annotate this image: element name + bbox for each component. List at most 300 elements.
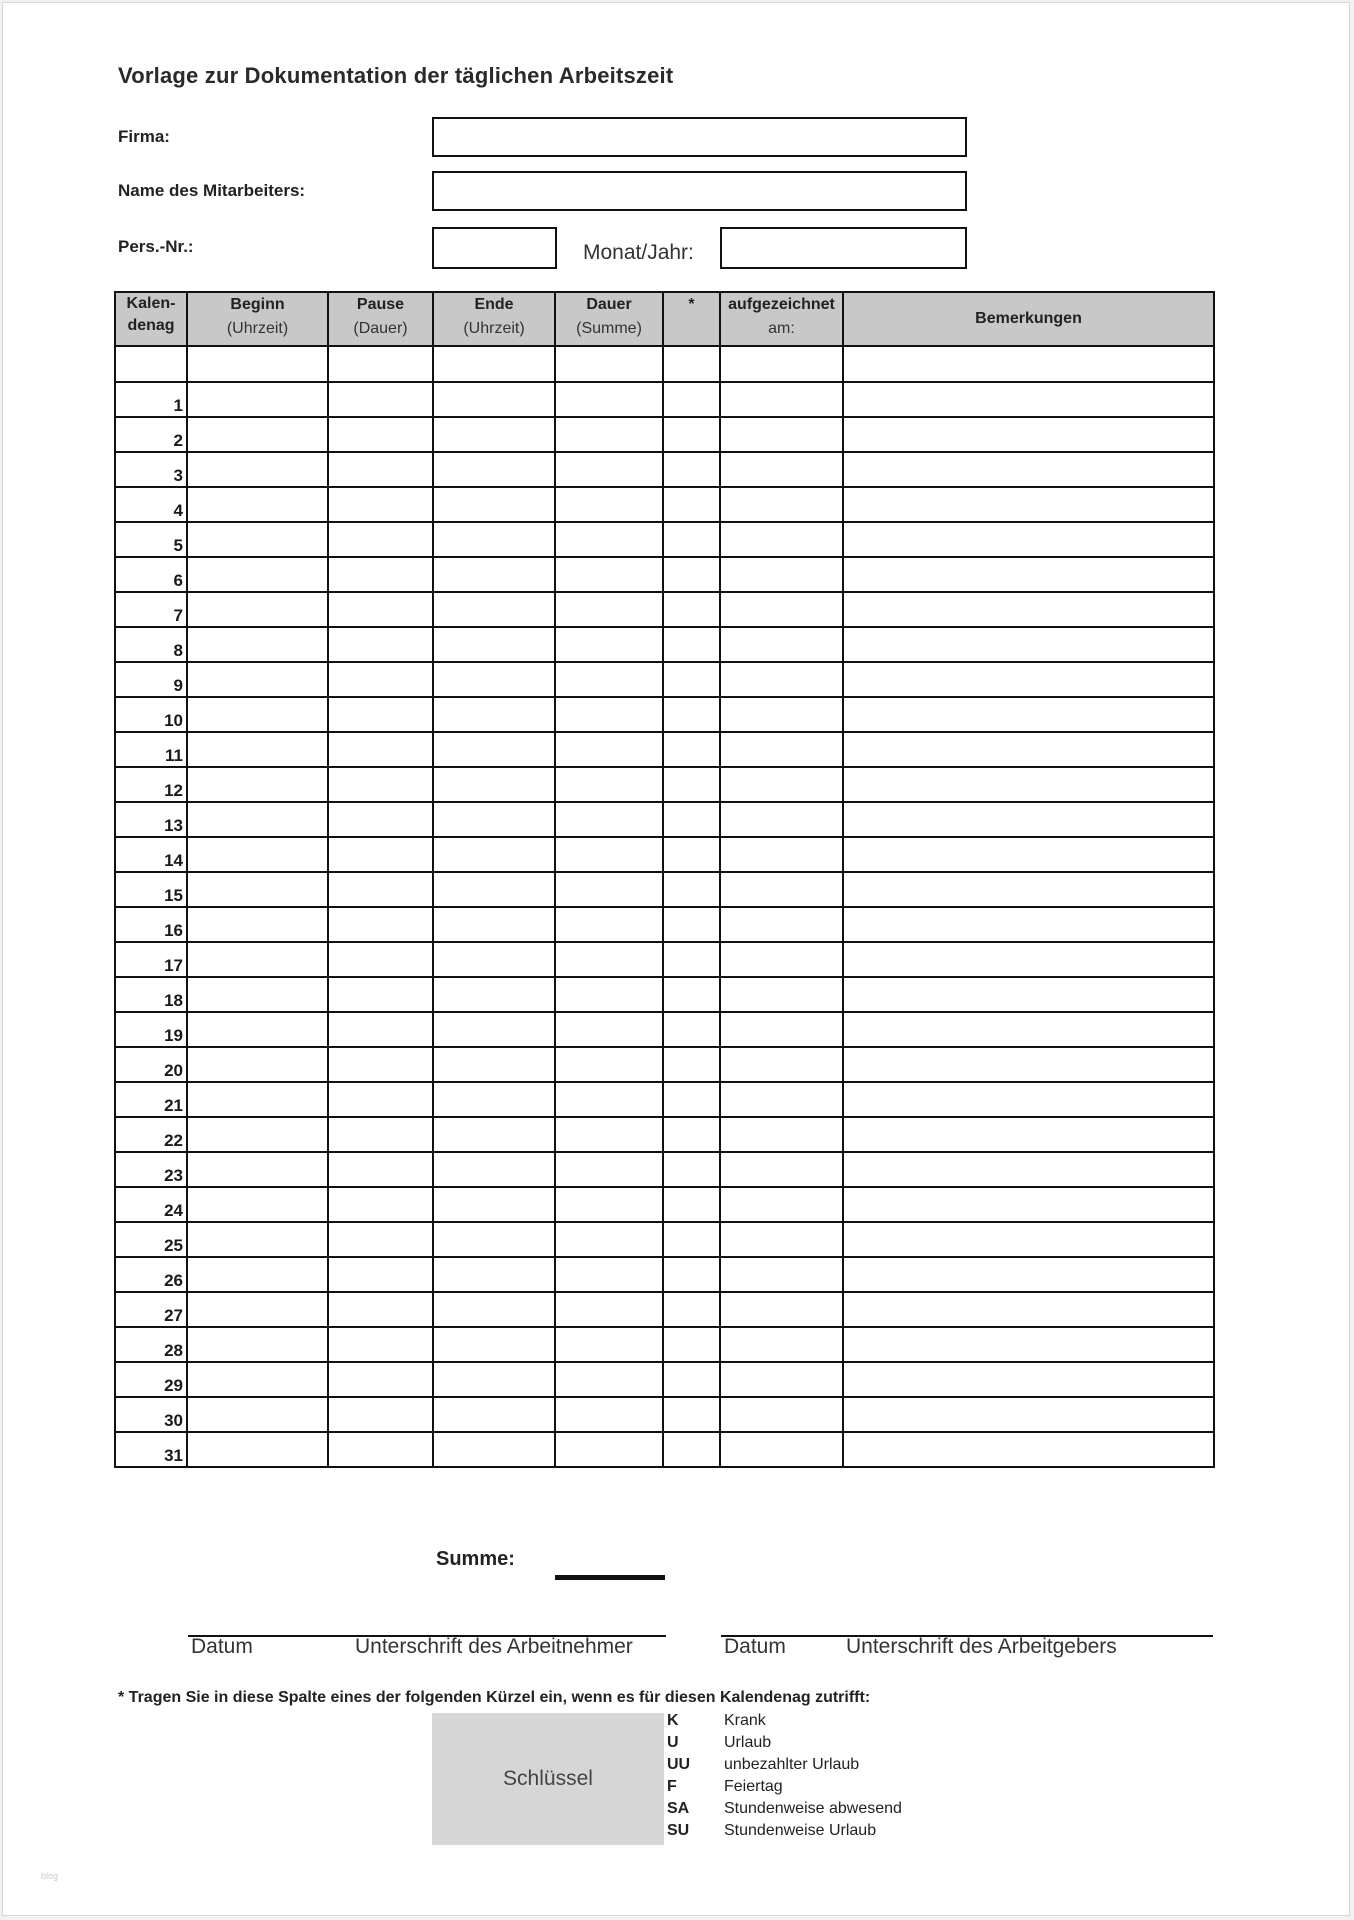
table-cell[interactable] — [555, 1432, 663, 1467]
table-cell[interactable] — [720, 522, 843, 557]
table-cell[interactable] — [433, 452, 555, 487]
table-cell[interactable] — [555, 697, 663, 732]
table-cell[interactable] — [187, 1012, 328, 1047]
table-cell[interactable] — [663, 697, 720, 732]
table-cell[interactable] — [433, 837, 555, 872]
column-header — [555, 292, 663, 346]
table-cell[interactable] — [433, 1222, 555, 1257]
table-cell[interactable] — [328, 487, 433, 522]
table-cell[interactable] — [663, 487, 720, 522]
table-row — [115, 1327, 1214, 1362]
key-box — [432, 1713, 664, 1845]
table-cell[interactable] — [433, 382, 555, 417]
table-cell[interactable] — [663, 1012, 720, 1047]
table-cell[interactable] — [720, 1117, 843, 1152]
table-cell[interactable] — [433, 907, 555, 942]
table-cell[interactable] — [187, 697, 328, 732]
table-row — [115, 522, 1214, 557]
day-number: 7 — [115, 592, 187, 627]
table-cell[interactable] — [843, 487, 1214, 522]
table-cell[interactable] — [433, 662, 555, 697]
day-number: 25 — [115, 1222, 187, 1257]
table-row — [115, 1257, 1214, 1292]
table-cell[interactable] — [328, 452, 433, 487]
table-cell[interactable] — [328, 1257, 433, 1292]
table-cell[interactable] — [328, 417, 433, 452]
table-row — [115, 557, 1214, 592]
key-code: SA — [667, 1800, 690, 1817]
table-cell[interactable] — [663, 452, 720, 487]
table-cell[interactable] — [663, 732, 720, 767]
table-cell[interactable] — [663, 627, 720, 662]
day-number: 6 — [115, 557, 187, 592]
day-number: 2 — [115, 417, 187, 452]
table-cell[interactable] — [328, 732, 433, 767]
table-cell[interactable] — [663, 1082, 720, 1117]
page-title: Vorlage zur Dokumentation der täglichen Arbeitszeit — [118, 63, 674, 88]
table-cell[interactable] — [187, 382, 328, 417]
employee-signature-label: Unterschrift des Arbeitnehmer — [355, 1635, 633, 1658]
table-cell[interactable] — [663, 1397, 720, 1432]
day-number: 30 — [115, 1397, 187, 1432]
table-cell[interactable] — [328, 802, 433, 837]
table-cell[interactable] — [843, 1327, 1214, 1362]
table-cell[interactable] — [555, 837, 663, 872]
table-cell[interactable] — [843, 382, 1214, 417]
table-cell[interactable] — [843, 837, 1214, 872]
table-cell[interactable] — [433, 802, 555, 837]
key-text: Feiertag — [724, 1778, 783, 1795]
table-cell[interactable] — [433, 1257, 555, 1292]
table-cell[interactable] — [433, 767, 555, 802]
table-cell[interactable] — [720, 1432, 843, 1467]
table-cell[interactable] — [555, 942, 663, 977]
table-cell[interactable] — [555, 1152, 663, 1187]
table-cell[interactable] — [187, 522, 328, 557]
day-number: 16 — [115, 907, 187, 942]
table-cell[interactable] — [187, 627, 328, 662]
table-row — [115, 1082, 1214, 1117]
table-cell[interactable] — [555, 592, 663, 627]
table-cell[interactable] — [843, 732, 1214, 767]
table-cell[interactable] — [843, 557, 1214, 592]
table-cell[interactable] — [187, 907, 328, 942]
table-cell[interactable] — [663, 1432, 720, 1467]
table-cell[interactable] — [720, 1327, 843, 1362]
table-cell[interactable] — [187, 557, 328, 592]
day-number: 18 — [115, 977, 187, 1012]
table-cell[interactable] — [663, 977, 720, 1012]
day-number: 3 — [115, 452, 187, 487]
table-cell[interactable] — [433, 977, 555, 1012]
table-cell[interactable] — [555, 907, 663, 942]
table-cell[interactable] — [433, 697, 555, 732]
key-text: unbezahlter Urlaub — [724, 1756, 860, 1773]
table-cell[interactable] — [187, 1187, 328, 1222]
table-cell[interactable] — [555, 452, 663, 487]
table-cell[interactable] — [328, 1187, 433, 1222]
table-row — [115, 487, 1214, 522]
table-row — [115, 1292, 1214, 1327]
table-cell[interactable] — [328, 1397, 433, 1432]
table-cell[interactable] — [328, 1362, 433, 1397]
table-cell[interactable] — [328, 1012, 433, 1047]
day-number: 11 — [115, 732, 187, 767]
table-cell[interactable] — [843, 1012, 1214, 1047]
table-cell[interactable] — [187, 872, 328, 907]
table-cell[interactable] — [720, 1082, 843, 1117]
table-cell[interactable] — [555, 522, 663, 557]
table-cell[interactable] — [843, 872, 1214, 907]
table-cell[interactable] — [720, 907, 843, 942]
table-cell[interactable] — [187, 1117, 328, 1152]
table-cell[interactable] — [187, 977, 328, 1012]
table-row — [115, 1047, 1214, 1082]
table-cell[interactable] — [555, 1117, 663, 1152]
key-item — [667, 1820, 902, 1842]
day-number: 15 — [115, 872, 187, 907]
table-cell[interactable] — [187, 837, 328, 872]
table-cell[interactable] — [555, 767, 663, 802]
column-header-label: Kalen- denag — [126, 295, 176, 334]
table-cell[interactable] — [555, 487, 663, 522]
table-cell[interactable] — [843, 452, 1214, 487]
table-cell[interactable] — [433, 872, 555, 907]
table-cell[interactable] — [555, 802, 663, 837]
day-number: 20 — [115, 1047, 187, 1082]
table-cell[interactable] — [720, 452, 843, 487]
day-number: 26 — [115, 1257, 187, 1292]
table-cell[interactable] — [555, 557, 663, 592]
table-cell[interactable] — [843, 1187, 1214, 1222]
table-cell[interactable] — [555, 417, 663, 452]
table-cell[interactable] — [555, 872, 663, 907]
table-cell[interactable] — [187, 662, 328, 697]
table-cell[interactable] — [328, 557, 433, 592]
day-number: 4 — [115, 487, 187, 522]
table-cell[interactable] — [187, 1222, 328, 1257]
table-cell[interactable] — [720, 557, 843, 592]
table-cell[interactable] — [555, 1047, 663, 1082]
table-cell[interactable] — [843, 417, 1214, 452]
table-cell[interactable] — [843, 1117, 1214, 1152]
month-year-field[interactable] — [720, 227, 967, 269]
employee-name-field[interactable] — [432, 171, 967, 211]
table-cell[interactable] — [187, 767, 328, 802]
table-cell[interactable] — [720, 942, 843, 977]
table-cell[interactable] — [663, 417, 720, 452]
table-cell[interactable] — [843, 1082, 1214, 1117]
table-cell[interactable] — [720, 1152, 843, 1187]
table-cell[interactable] — [433, 1187, 555, 1222]
table-cell[interactable] — [720, 627, 843, 662]
table-cell[interactable] — [663, 802, 720, 837]
table-cell[interactable] — [433, 732, 555, 767]
table-cell[interactable] — [433, 592, 555, 627]
personnel-number-label: Pers.-Nr.: — [118, 237, 194, 256]
table-cell[interactable] — [843, 977, 1214, 1012]
key-item — [667, 1732, 902, 1754]
table-cell[interactable] — [433, 1152, 555, 1187]
table-cell[interactable] — [843, 907, 1214, 942]
table-cell[interactable] — [555, 1362, 663, 1397]
table-cell[interactable] — [433, 1012, 555, 1047]
table-row — [115, 417, 1214, 452]
table-cell[interactable] — [843, 802, 1214, 837]
table-cell[interactable] — [433, 1292, 555, 1327]
employee-date-label: Datum — [191, 1635, 253, 1658]
table-cell[interactable] — [663, 1047, 720, 1082]
table-cell[interactable] — [843, 1432, 1214, 1467]
column-header — [328, 292, 433, 346]
table-cell[interactable] — [720, 1362, 843, 1397]
table-cell[interactable] — [555, 732, 663, 767]
table-cell[interactable] — [187, 1327, 328, 1362]
table-cell[interactable] — [433, 942, 555, 977]
table-cell[interactable] — [187, 1397, 328, 1432]
table-cell[interactable] — [328, 1082, 433, 1117]
table-cell[interactable] — [328, 592, 433, 627]
table-row — [115, 1222, 1214, 1257]
column-header — [720, 292, 843, 346]
table-cell[interactable] — [328, 942, 433, 977]
table-cell[interactable] — [663, 1222, 720, 1257]
table-cell[interactable] — [328, 1222, 433, 1257]
table-cell[interactable] — [663, 592, 720, 627]
table-row — [115, 942, 1214, 977]
table-cell[interactable] — [555, 1187, 663, 1222]
table-row — [115, 697, 1214, 732]
personnel-number-field[interactable] — [432, 227, 557, 269]
table-cell[interactable] — [843, 1397, 1214, 1432]
table-cell[interactable] — [663, 1117, 720, 1152]
key-item — [667, 1798, 902, 1820]
table-cell[interactable] — [187, 1257, 328, 1292]
firma-field[interactable] — [432, 117, 967, 157]
column-header-label: * — [688, 296, 695, 313]
key-code: U — [667, 1734, 679, 1751]
table-cell[interactable] — [555, 1082, 663, 1117]
day-number: 13 — [115, 802, 187, 837]
table-cell[interactable] — [555, 1327, 663, 1362]
table-cell[interactable] — [720, 767, 843, 802]
table-row — [115, 907, 1214, 942]
day-number: 21 — [115, 1082, 187, 1117]
table-cell[interactable] — [555, 977, 663, 1012]
table-cell[interactable] — [720, 872, 843, 907]
column-header-sublabel: (Summe) — [576, 320, 642, 337]
table-row — [115, 977, 1214, 1012]
day-number: 17 — [115, 942, 187, 977]
table-cell[interactable] — [555, 627, 663, 662]
table-cell[interactable] — [328, 1432, 433, 1467]
table-cell[interactable] — [187, 487, 328, 522]
table-cell[interactable] — [433, 487, 555, 522]
column-header-label: Dauer — [586, 296, 632, 313]
table-cell[interactable] — [720, 977, 843, 1012]
table-cell[interactable] — [843, 1047, 1214, 1082]
table-cell[interactable] — [328, 1292, 433, 1327]
table-cell[interactable] — [433, 1327, 555, 1362]
employer-signature-label: Unterschrift des Arbeitgebers — [846, 1635, 1117, 1658]
table-body — [115, 346, 1214, 1467]
table-cell[interactable] — [663, 767, 720, 802]
table-cell[interactable] — [328, 382, 433, 417]
table-cell[interactable] — [843, 942, 1214, 977]
table-cell[interactable] — [720, 592, 843, 627]
table-cell[interactable] — [328, 697, 433, 732]
table-row — [115, 802, 1214, 837]
table-cell[interactable] — [843, 1257, 1214, 1292]
table-cell[interactable] — [187, 1047, 328, 1082]
table-cell[interactable] — [663, 1362, 720, 1397]
table-cell[interactable] — [720, 1257, 843, 1292]
column-header — [843, 292, 1214, 346]
table-cell[interactable] — [720, 382, 843, 417]
table-cell[interactable] — [328, 1047, 433, 1082]
column-header-sublabel: (Uhrzeit) — [226, 320, 289, 337]
employee-name-label: Name des Mitarbeiters: — [118, 181, 306, 200]
table-cell[interactable] — [663, 557, 720, 592]
table-cell[interactable] — [720, 697, 843, 732]
table-row — [115, 767, 1214, 802]
table-cell[interactable] — [433, 1432, 555, 1467]
table-cell[interactable] — [720, 837, 843, 872]
table-cell[interactable] — [663, 837, 720, 872]
table-cell[interactable] — [433, 1362, 555, 1397]
table-cell[interactable] — [663, 1187, 720, 1222]
table-cell[interactable] — [555, 1292, 663, 1327]
key-code: SU — [667, 1822, 690, 1839]
employer-date-label: Datum — [724, 1635, 786, 1658]
table-cell[interactable] — [663, 1327, 720, 1362]
table-cell[interactable] — [187, 592, 328, 627]
table-cell[interactable] — [843, 1292, 1214, 1327]
table-cell[interactable] — [328, 1152, 433, 1187]
table-cell[interactable] — [187, 942, 328, 977]
day-number: 27 — [115, 1292, 187, 1327]
table-cell[interactable] — [555, 1222, 663, 1257]
key-text: Stundenweise abwesend — [724, 1800, 902, 1817]
table-cell[interactable] — [328, 767, 433, 802]
table-cell[interactable] — [720, 487, 843, 522]
table-cell[interactable] — [720, 802, 843, 837]
table-row — [115, 1432, 1214, 1467]
table-cell[interactable] — [328, 872, 433, 907]
table-cell[interactable] — [663, 942, 720, 977]
table-cell[interactable] — [433, 1397, 555, 1432]
table-cell[interactable] — [433, 417, 555, 452]
column-header-label: aufgezeichnet — [728, 296, 835, 313]
table-cell[interactable] — [328, 977, 433, 1012]
table-cell[interactable] — [328, 662, 433, 697]
table-cell[interactable] — [843, 627, 1214, 662]
table-cell[interactable] — [187, 732, 328, 767]
table-cell[interactable] — [720, 1292, 843, 1327]
table-cell[interactable] — [843, 1152, 1214, 1187]
table-cell[interactable] — [433, 627, 555, 662]
table-cell[interactable] — [187, 1152, 328, 1187]
table-row — [115, 1117, 1214, 1152]
table-row — [115, 592, 1214, 627]
table-cell[interactable] — [187, 452, 328, 487]
table-cell[interactable] — [663, 522, 720, 557]
table-cell[interactable] — [433, 1082, 555, 1117]
table-cell[interactable] — [720, 1397, 843, 1432]
table-cell[interactable] — [555, 662, 663, 697]
key-item — [667, 1776, 902, 1798]
table-cell[interactable] — [663, 1257, 720, 1292]
table-cell[interactable] — [555, 1012, 663, 1047]
table-cell[interactable] — [187, 1432, 328, 1467]
table-cell[interactable] — [720, 1222, 843, 1257]
table-cell[interactable] — [663, 872, 720, 907]
table-cell[interactable] — [843, 1362, 1214, 1397]
key-text: Urlaub — [724, 1734, 772, 1751]
table-cell[interactable] — [187, 417, 328, 452]
table-row — [115, 1187, 1214, 1222]
table-cell[interactable] — [663, 382, 720, 417]
table-cell[interactable] — [328, 522, 433, 557]
table-cell[interactable] — [663, 1152, 720, 1187]
table-cell[interactable] — [187, 1292, 328, 1327]
table-cell[interactable] — [663, 1292, 720, 1327]
table-cell[interactable] — [555, 1397, 663, 1432]
table-cell[interactable] — [663, 662, 720, 697]
table-cell[interactable] — [720, 1187, 843, 1222]
table-cell[interactable] — [328, 627, 433, 662]
table-cell[interactable] — [843, 1222, 1214, 1257]
table-cell[interactable] — [843, 767, 1214, 802]
table-cell[interactable] — [187, 1082, 328, 1117]
table-cell[interactable] — [555, 382, 663, 417]
key-list — [667, 1710, 902, 1842]
table-cell[interactable] — [187, 1362, 328, 1397]
day-number: 14 — [115, 837, 187, 872]
table-cell[interactable] — [843, 592, 1214, 627]
day-number: 5 — [115, 522, 187, 557]
column-header — [187, 292, 328, 346]
table-cell[interactable] — [433, 1047, 555, 1082]
table-cell[interactable] — [720, 417, 843, 452]
day-number: 23 — [115, 1152, 187, 1187]
table-cell[interactable] — [433, 557, 555, 592]
table-cell[interactable] — [187, 802, 328, 837]
table-row — [115, 732, 1214, 767]
table-cell[interactable] — [720, 732, 843, 767]
table-cell[interactable] — [555, 1257, 663, 1292]
table-cell[interactable] — [843, 522, 1214, 557]
table-cell[interactable] — [843, 662, 1214, 697]
table-cell[interactable] — [433, 1117, 555, 1152]
month-year-label: Monat/Jahr: — [583, 241, 694, 264]
table-row — [115, 346, 1214, 382]
table-cell[interactable] — [328, 907, 433, 942]
key-item — [667, 1710, 902, 1732]
table-cell[interactable] — [328, 1117, 433, 1152]
table-cell[interactable] — [720, 662, 843, 697]
table-cell[interactable] — [720, 1047, 843, 1082]
table-row — [115, 1012, 1214, 1047]
table-cell[interactable] — [663, 907, 720, 942]
table-cell[interactable] — [720, 1012, 843, 1047]
table-cell[interactable] — [843, 697, 1214, 732]
day-number: 8 — [115, 627, 187, 662]
day-number: 22 — [115, 1117, 187, 1152]
table-cell[interactable] — [328, 1327, 433, 1362]
table-cell[interactable] — [328, 837, 433, 872]
table-cell[interactable] — [433, 522, 555, 557]
